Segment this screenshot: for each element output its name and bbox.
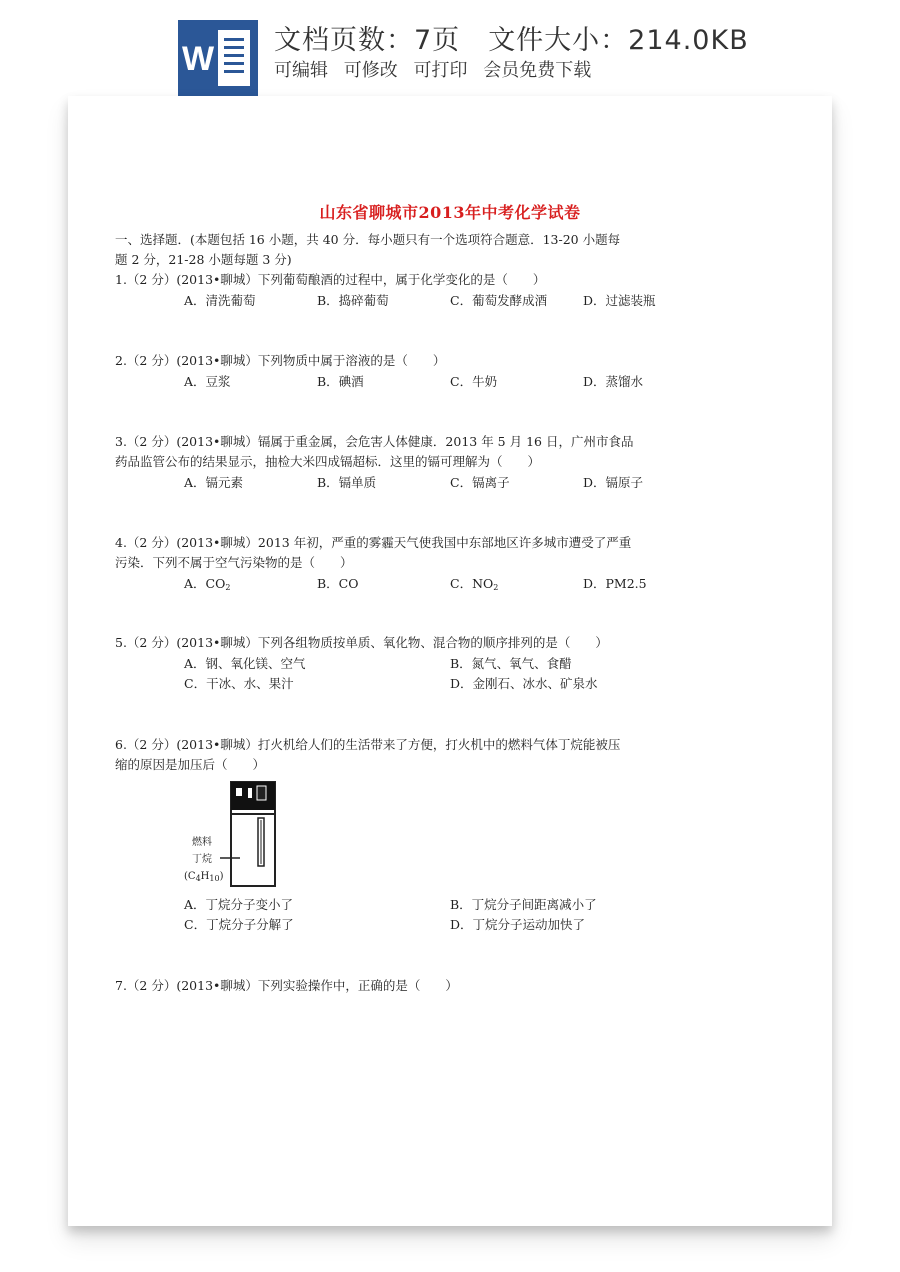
question-2-stem: 2.（2 分）(2013•聊城）下列物质中属于溶液的是（ ） bbox=[115, 353, 446, 368]
question-4-stem-line-2: 污染．下列不属于空气污染物的是（ ） bbox=[115, 555, 353, 570]
question-5-stem: 5.（2 分）(2013•聊城）下列各组物质按单质、氧化物、混合物的顺序排列的是（ ） bbox=[115, 635, 608, 650]
q4-option-b[interactable]: B．CO bbox=[317, 576, 359, 591]
q1-option-d[interactable]: D．过滤装瓶 bbox=[583, 293, 656, 308]
header-banner bbox=[0, 0, 900, 96]
lighter-labels bbox=[184, 834, 224, 887]
q2-option-c[interactable]: C．牛奶 bbox=[450, 374, 498, 389]
file-info-line bbox=[274, 18, 749, 57]
document-title: 山东省聊城市2013年中考化学试卷 bbox=[319, 203, 581, 222]
question-3-stem-line-1: 3.（2 分）(2013•聊城）镉属于重金属，会危害人体健康．2013 年 5 月 16 日，广州市食品 bbox=[115, 434, 634, 449]
section-heading-line-2: 题 2 分，21-28 小题每题 3 分) bbox=[115, 252, 292, 267]
question-3-stem-line-2: 药品监管公布的结果显示，抽检大米四成镉超标．这里的镉可理解为（ ） bbox=[115, 454, 541, 469]
lighter-label-fuel: 燃料 bbox=[192, 837, 212, 848]
q3-option-b[interactable]: B．镉单质 bbox=[317, 475, 377, 490]
feature-printable: 可打印 bbox=[413, 60, 468, 81]
q2-option-b[interactable]: B．碘酒 bbox=[317, 374, 364, 389]
page-count-label: 文档页数：7页 bbox=[274, 25, 461, 56]
q4-option-a[interactable]: A．$CO_2$ bbox=[184, 576, 231, 592]
q5-option-d[interactable]: D．金刚石、冰水、矿泉水 bbox=[450, 676, 598, 691]
question-7-stem: 7.（2 分）(2013•聊城）下列实验操作中，正确的是（ ） bbox=[115, 978, 458, 993]
q5-option-c[interactable]: C．干冰、水、果汁 bbox=[184, 676, 294, 691]
section-heading-line-1: 一、选择题．(本题包括 16 小题，共 40 分．每小题只有一个选项符合题意．13-20 小题每 bbox=[115, 232, 621, 247]
word-icon-letter: W bbox=[181, 40, 215, 78]
q5-option-b[interactable]: B．氮气、氧气、食醋 bbox=[450, 656, 572, 671]
lighter-label-formula: $(C_4H_{10})$ bbox=[184, 871, 224, 883]
q3-option-c[interactable]: C．镉离子 bbox=[450, 475, 510, 490]
q3-option-a[interactable]: A．镉元素 bbox=[184, 475, 244, 490]
q1-option-c[interactable]: C．葡萄发酵成酒 bbox=[450, 293, 548, 308]
file-size-label: 文件大小：214.0KB bbox=[488, 25, 749, 56]
feature-modifiable: 可修改 bbox=[343, 60, 398, 81]
q6-option-b[interactable]: B．丁烷分子间距离减小了 bbox=[450, 897, 597, 912]
q6-option-a[interactable]: A．丁烷分子变小了 bbox=[184, 897, 294, 912]
q4-option-d[interactable]: D．PM2.5 bbox=[583, 576, 647, 591]
q4-option-c[interactable]: C．$NO_2$ bbox=[450, 576, 499, 592]
q2-option-d[interactable]: D．蒸馏水 bbox=[583, 374, 644, 389]
q6-option-c[interactable]: C．丁烷分子分解了 bbox=[184, 917, 294, 932]
q2-option-a[interactable]: A．豆浆 bbox=[184, 374, 231, 389]
feature-editable: 可编辑 bbox=[274, 60, 328, 81]
q3-option-d[interactable]: D．镉原子 bbox=[583, 475, 644, 490]
feature-list bbox=[274, 56, 601, 82]
word-document-icon bbox=[178, 20, 258, 96]
q1-option-a[interactable]: A．清洗葡萄 bbox=[184, 293, 256, 308]
lighter-label-butane: 丁烷 bbox=[192, 854, 212, 865]
question-1-stem: 1.（2 分）(2013•聊城）下列葡萄酿酒的过程中，属于化学变化的是（ ） bbox=[115, 272, 546, 287]
q5-option-a[interactable]: A．钢、氧化镁、空气 bbox=[184, 656, 306, 671]
question-6-stem-line-2: 缩的原因是加压后（ ） bbox=[115, 757, 266, 772]
q6-option-d[interactable]: D．丁烷分子运动加快了 bbox=[450, 917, 586, 932]
feature-member-download[interactable]: 会员免费下载 bbox=[483, 60, 592, 81]
question-4-stem-line-1: 4.（2 分）(2013•聊城）2013 年初，严重的雾霾天气使我国中东部地区许多城市遭受了严重 bbox=[115, 535, 632, 550]
question-6-stem-line-1: 6.（2 分）(2013•聊城）打火机给人们的生活带来了方便，打火机中的燃料气体丁烷能被压 bbox=[115, 737, 621, 752]
q1-option-b[interactable]: B．捣碎葡萄 bbox=[317, 293, 389, 308]
